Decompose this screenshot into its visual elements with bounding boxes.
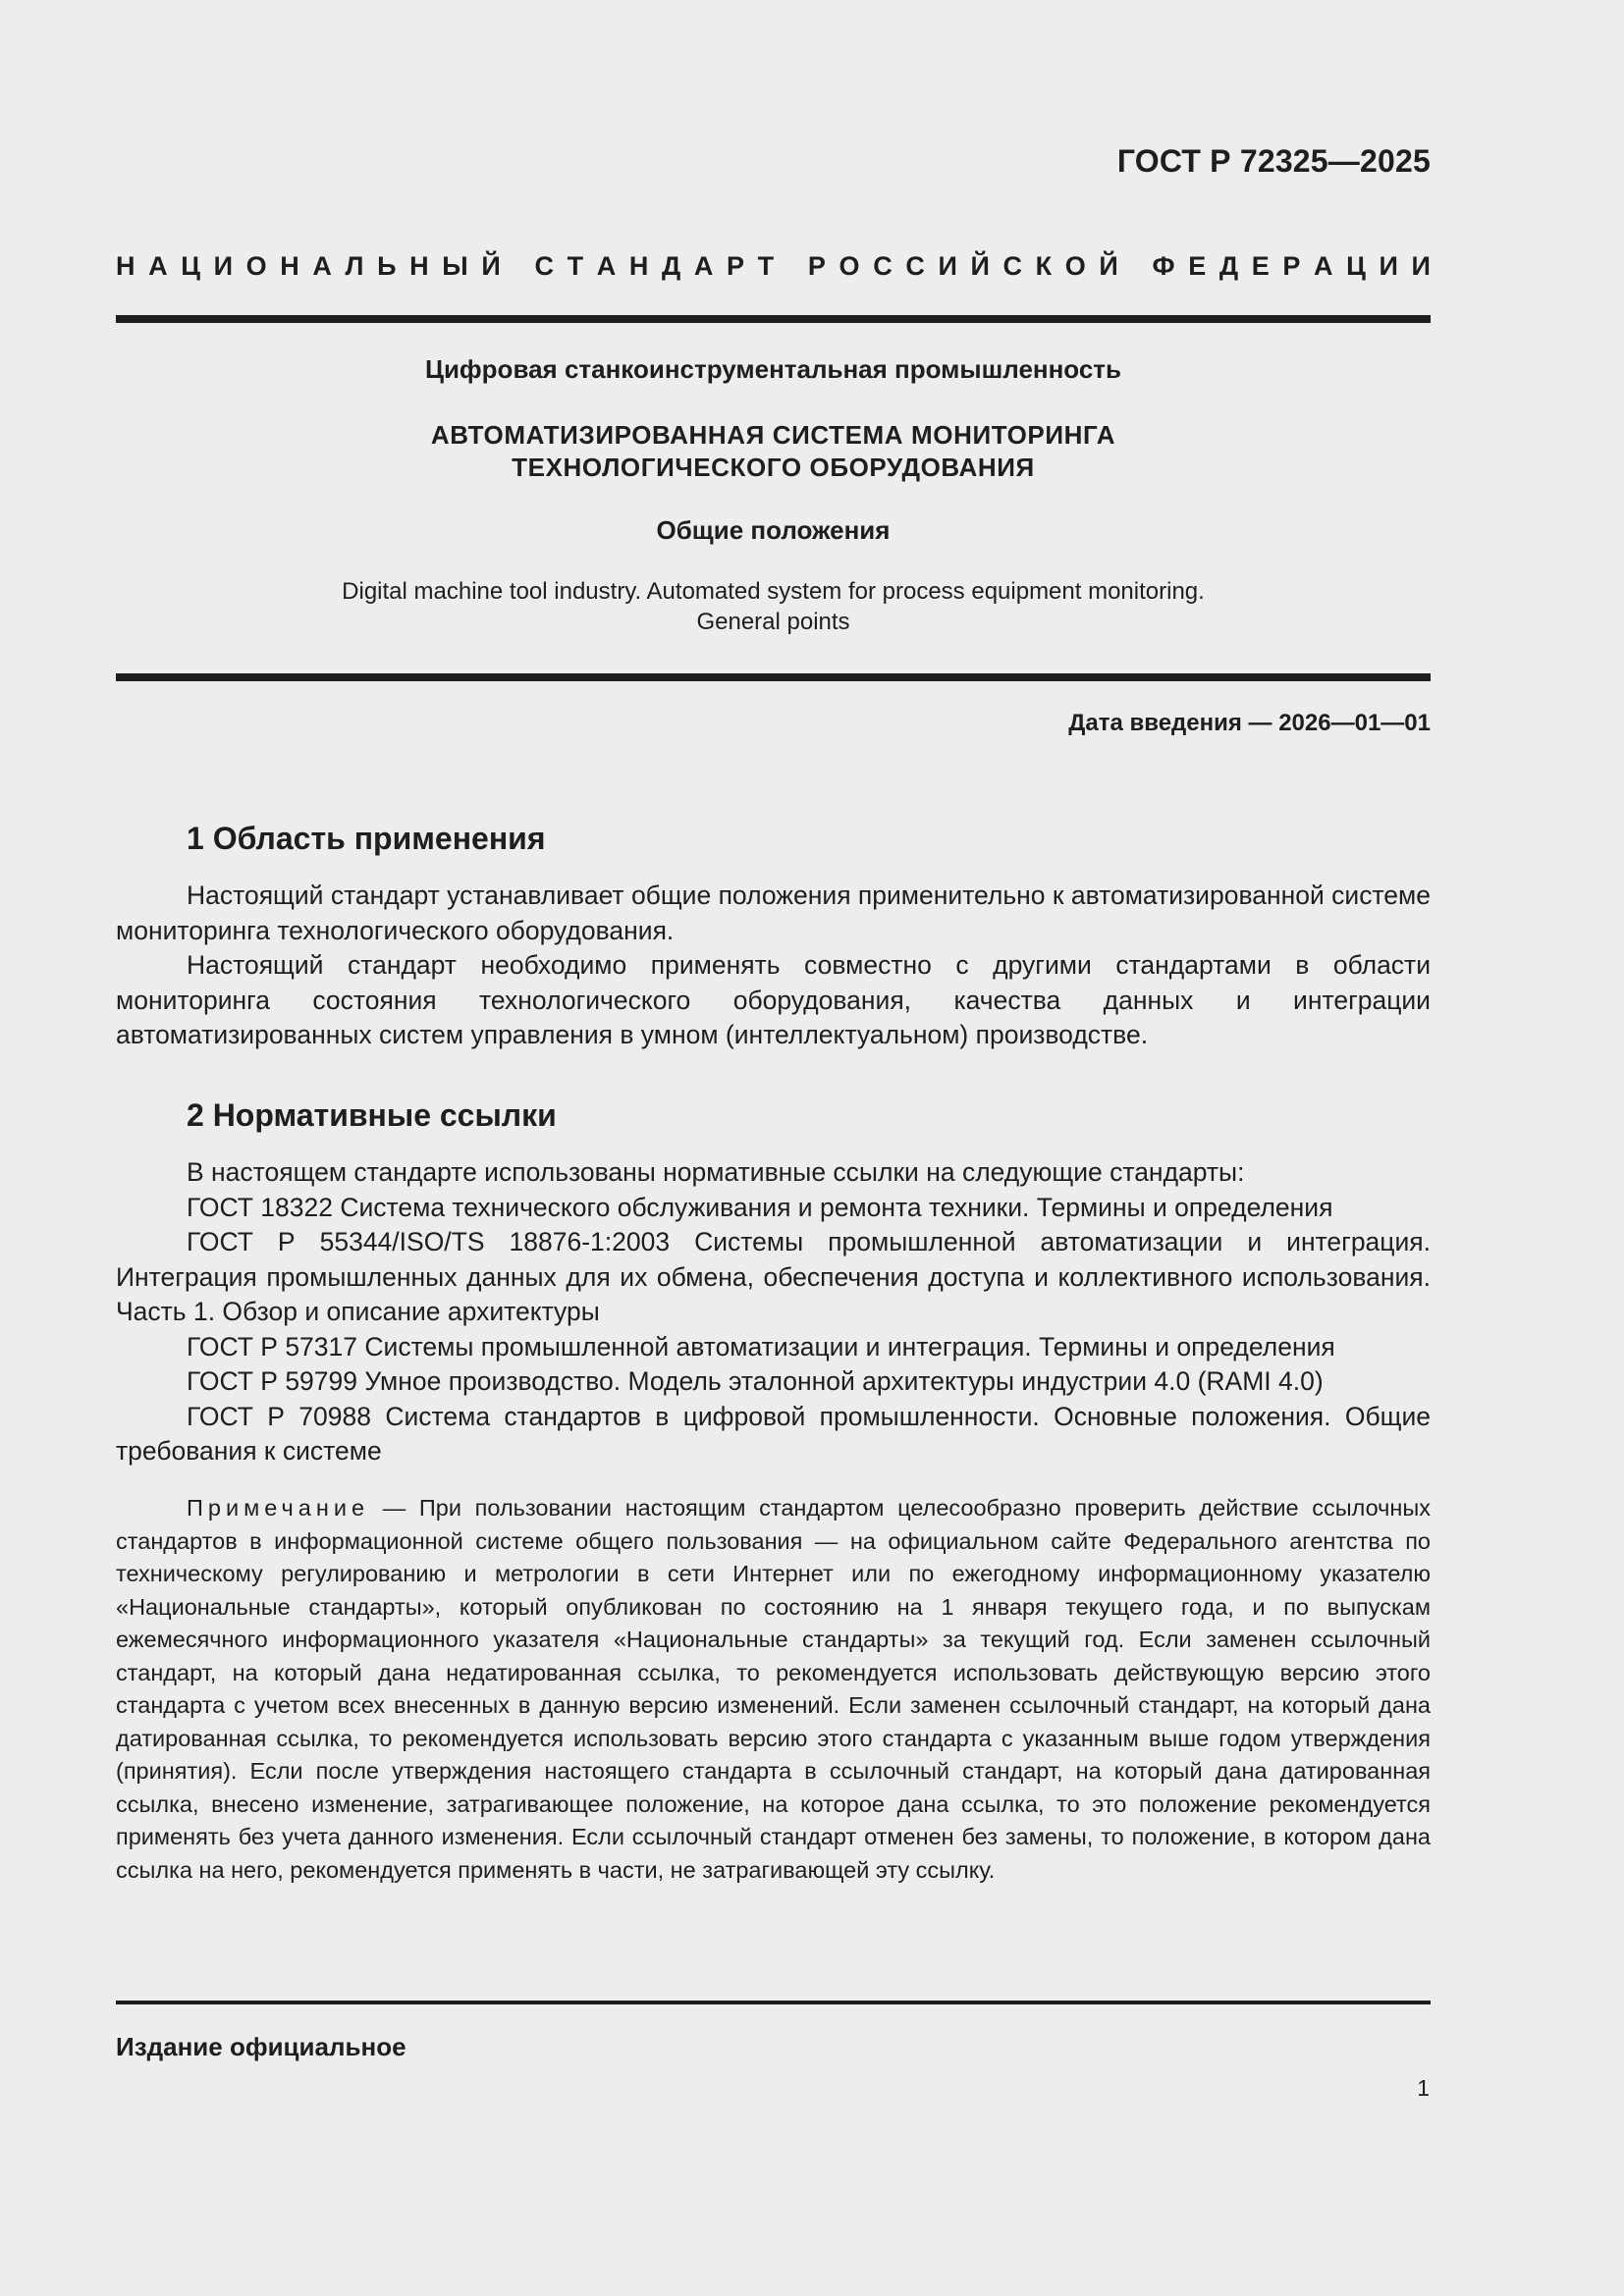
section-1-paragraph-2: Настоящий стандарт необходимо применять совместно с другими стандартами в области мониторинга состояния технологического оборудования, качества данных и интеграции автоматизированных систем управления в умном (интеллектуальном) производстве.	[116, 950, 1431, 1049]
heading-word-gap	[514, 251, 521, 282]
heading-word-gap	[1131, 251, 1139, 282]
heading-letter: А	[312, 251, 332, 281]
main-title	[116, 419, 1431, 484]
heading-letter: О	[839, 251, 860, 281]
note-paragraph	[116, 1492, 1431, 1887]
heading-letter: А	[1314, 251, 1333, 281]
heading-letter: С	[534, 251, 554, 281]
heading-letter: Д	[1218, 251, 1239, 281]
reference-item: ГОСТ Р 70988 Система стандартов в цифровой промышленности. Основные положения. Общие требования к системе	[116, 1401, 1431, 1466]
subtitle: Общие положения	[656, 515, 891, 545]
reference-item: ГОСТ Р 55344/ISO/TS 18876-1:2003 Системы промышленной автоматизации и интеграция. Интеграция промышленных данных для их обмена, обеспечения доступа и коллективного использования. Часть 1. Обзор и описание архитектуры	[116, 1227, 1431, 1326]
heading-letter: Ц	[1346, 251, 1366, 281]
heading-letter: С	[873, 251, 893, 281]
heading-letter: Ц	[181, 251, 200, 281]
document-number: ГОСТ Р 72325—2025	[1116, 143, 1431, 179]
effective-date: Дата введения — 2026—01—01	[1068, 710, 1431, 736]
bottom-thick-rule	[116, 673, 1431, 681]
english-title-line-2: General points	[696, 609, 850, 635]
heading-letter: И	[213, 251, 234, 281]
heading-letter: С	[905, 251, 925, 281]
reference-item: ГОСТ Р 57317 Системы промышленной автоматизации и интеграция. Термины и определения	[187, 1331, 1335, 1362]
heading-letter: Р	[1282, 251, 1301, 281]
heading-letter: Й	[970, 251, 990, 281]
heading-letter: О	[245, 251, 267, 281]
section-1-heading: 1 Область применения	[187, 821, 546, 856]
footer-rule	[116, 2001, 1431, 2004]
heading-letter: Ь	[377, 251, 397, 281]
official-edition-label: Издание официальное	[116, 2032, 406, 2061]
heading-letter: Л	[345, 251, 364, 281]
section-2-intro: В настоящем стандарте использованы нормативные ссылки на следующие стандарты:	[187, 1157, 1245, 1187]
note-text: — При пользовании настоящим стандартом целесообразно проверить действие ссылочных стандартов в информационной системе общего пользования — на официальном сайте Федерального агентства по техническому регулированию и метрологии в сети Интернет или по ежегодному информационному указателю «Национальные стандарты», который опубликован по состоянию на 1 января текущего года, и по выпускам ежемесячного информационного указателя «Национальные стандарты» за текущий год. Если заменен ссылочный стандарт, на который дана недатированная ссылка, то рекомендуется использовать действующую версию этого стандарта с учетом всех внесенных в данную версию изменений. Если заменен ссылочный стандарт, на который дана датированная ссылка, то рекомендуется использовать версию этого стандарта с указанным выше годом утверждения (принятия). Если после утверждения настоящего стандарта в ссылочный стандарт, на который дана датированная ссылка, внесено изменение, затрагивающее положение, на которое дана ссылка, то это положение рекомендуется применять без учета данного изменения. Если ссылочный стандарт отменен без замены, то положение, в котором дана ссылка на него, рекомендуется применять в части, не затрагивающей эту ссылку.	[116, 1495, 1431, 1883]
heading-letter: Н	[116, 251, 135, 281]
main-title-line-2: ТЕХНОЛОГИЧЕСКОГО ОБОРУДОВАНИЯ	[512, 453, 1035, 482]
heading-letter: Ф	[1152, 251, 1175, 281]
heading-word-gap	[787, 251, 795, 282]
heading-letter: И	[1379, 251, 1398, 281]
heading-letter: Й	[481, 251, 501, 281]
heading-letter: И	[938, 251, 957, 281]
heading-letter: Е	[1251, 251, 1270, 281]
heading-letter: С	[1002, 251, 1022, 281]
section-2-heading: 2 Нормативные ссылки	[187, 1097, 557, 1133]
heading-letter: И	[1411, 251, 1431, 281]
heading-letter: Й	[1099, 251, 1118, 281]
top-thick-rule	[116, 315, 1431, 323]
note-label: Примечание	[187, 1495, 370, 1521]
heading-letter: А	[596, 251, 617, 281]
heading-letter: Н	[280, 251, 299, 281]
heading-letter: Е	[1188, 251, 1207, 281]
english-title-line-1: Digital machine tool industry. Automated system for process equipment monitoring.	[342, 578, 1205, 605]
page-number: 1	[1417, 2075, 1430, 2101]
heading-letter: О	[1064, 251, 1086, 281]
heading-letter: Т	[757, 251, 775, 281]
heading-letter: Н	[409, 251, 429, 281]
english-title	[116, 576, 1431, 637]
heading-letter: Ы	[442, 251, 468, 281]
section-1-body	[116, 879, 1431, 1053]
heading-letter: Т	[567, 251, 584, 281]
main-title-line-1: АВТОМАТИЗИРОВАННАЯ СИСТЕМА МОНИТОРИНГА	[430, 420, 1116, 450]
heading-letter: А	[148, 251, 168, 281]
national-standard-heading	[116, 251, 1431, 282]
reference-item: ГОСТ 18322 Система технического обслуживания и ремонта техники. Термины и определения	[187, 1192, 1333, 1222]
heading-letter: К	[1035, 251, 1053, 281]
section-1-paragraph-1: Настоящий стандарт устанавливает общие положения применительно к автоматизированной системе мониторинга технологического оборудования.	[116, 881, 1431, 945]
category-title: Цифровая станкоинструментальная промышленность	[424, 354, 1122, 384]
section-2-body	[116, 1155, 1431, 1469]
heading-letter: Н	[628, 251, 649, 281]
reference-item: ГОСТ Р 59799 Умное производство. Модель эталонной архитектуры индустрии 4.0 (RAMI 4.0)	[187, 1366, 1324, 1396]
heading-letter: Д	[662, 251, 681, 281]
heading-letter: Р	[807, 251, 826, 281]
heading-letter: Р	[727, 251, 745, 281]
heading-letter: А	[693, 251, 714, 281]
